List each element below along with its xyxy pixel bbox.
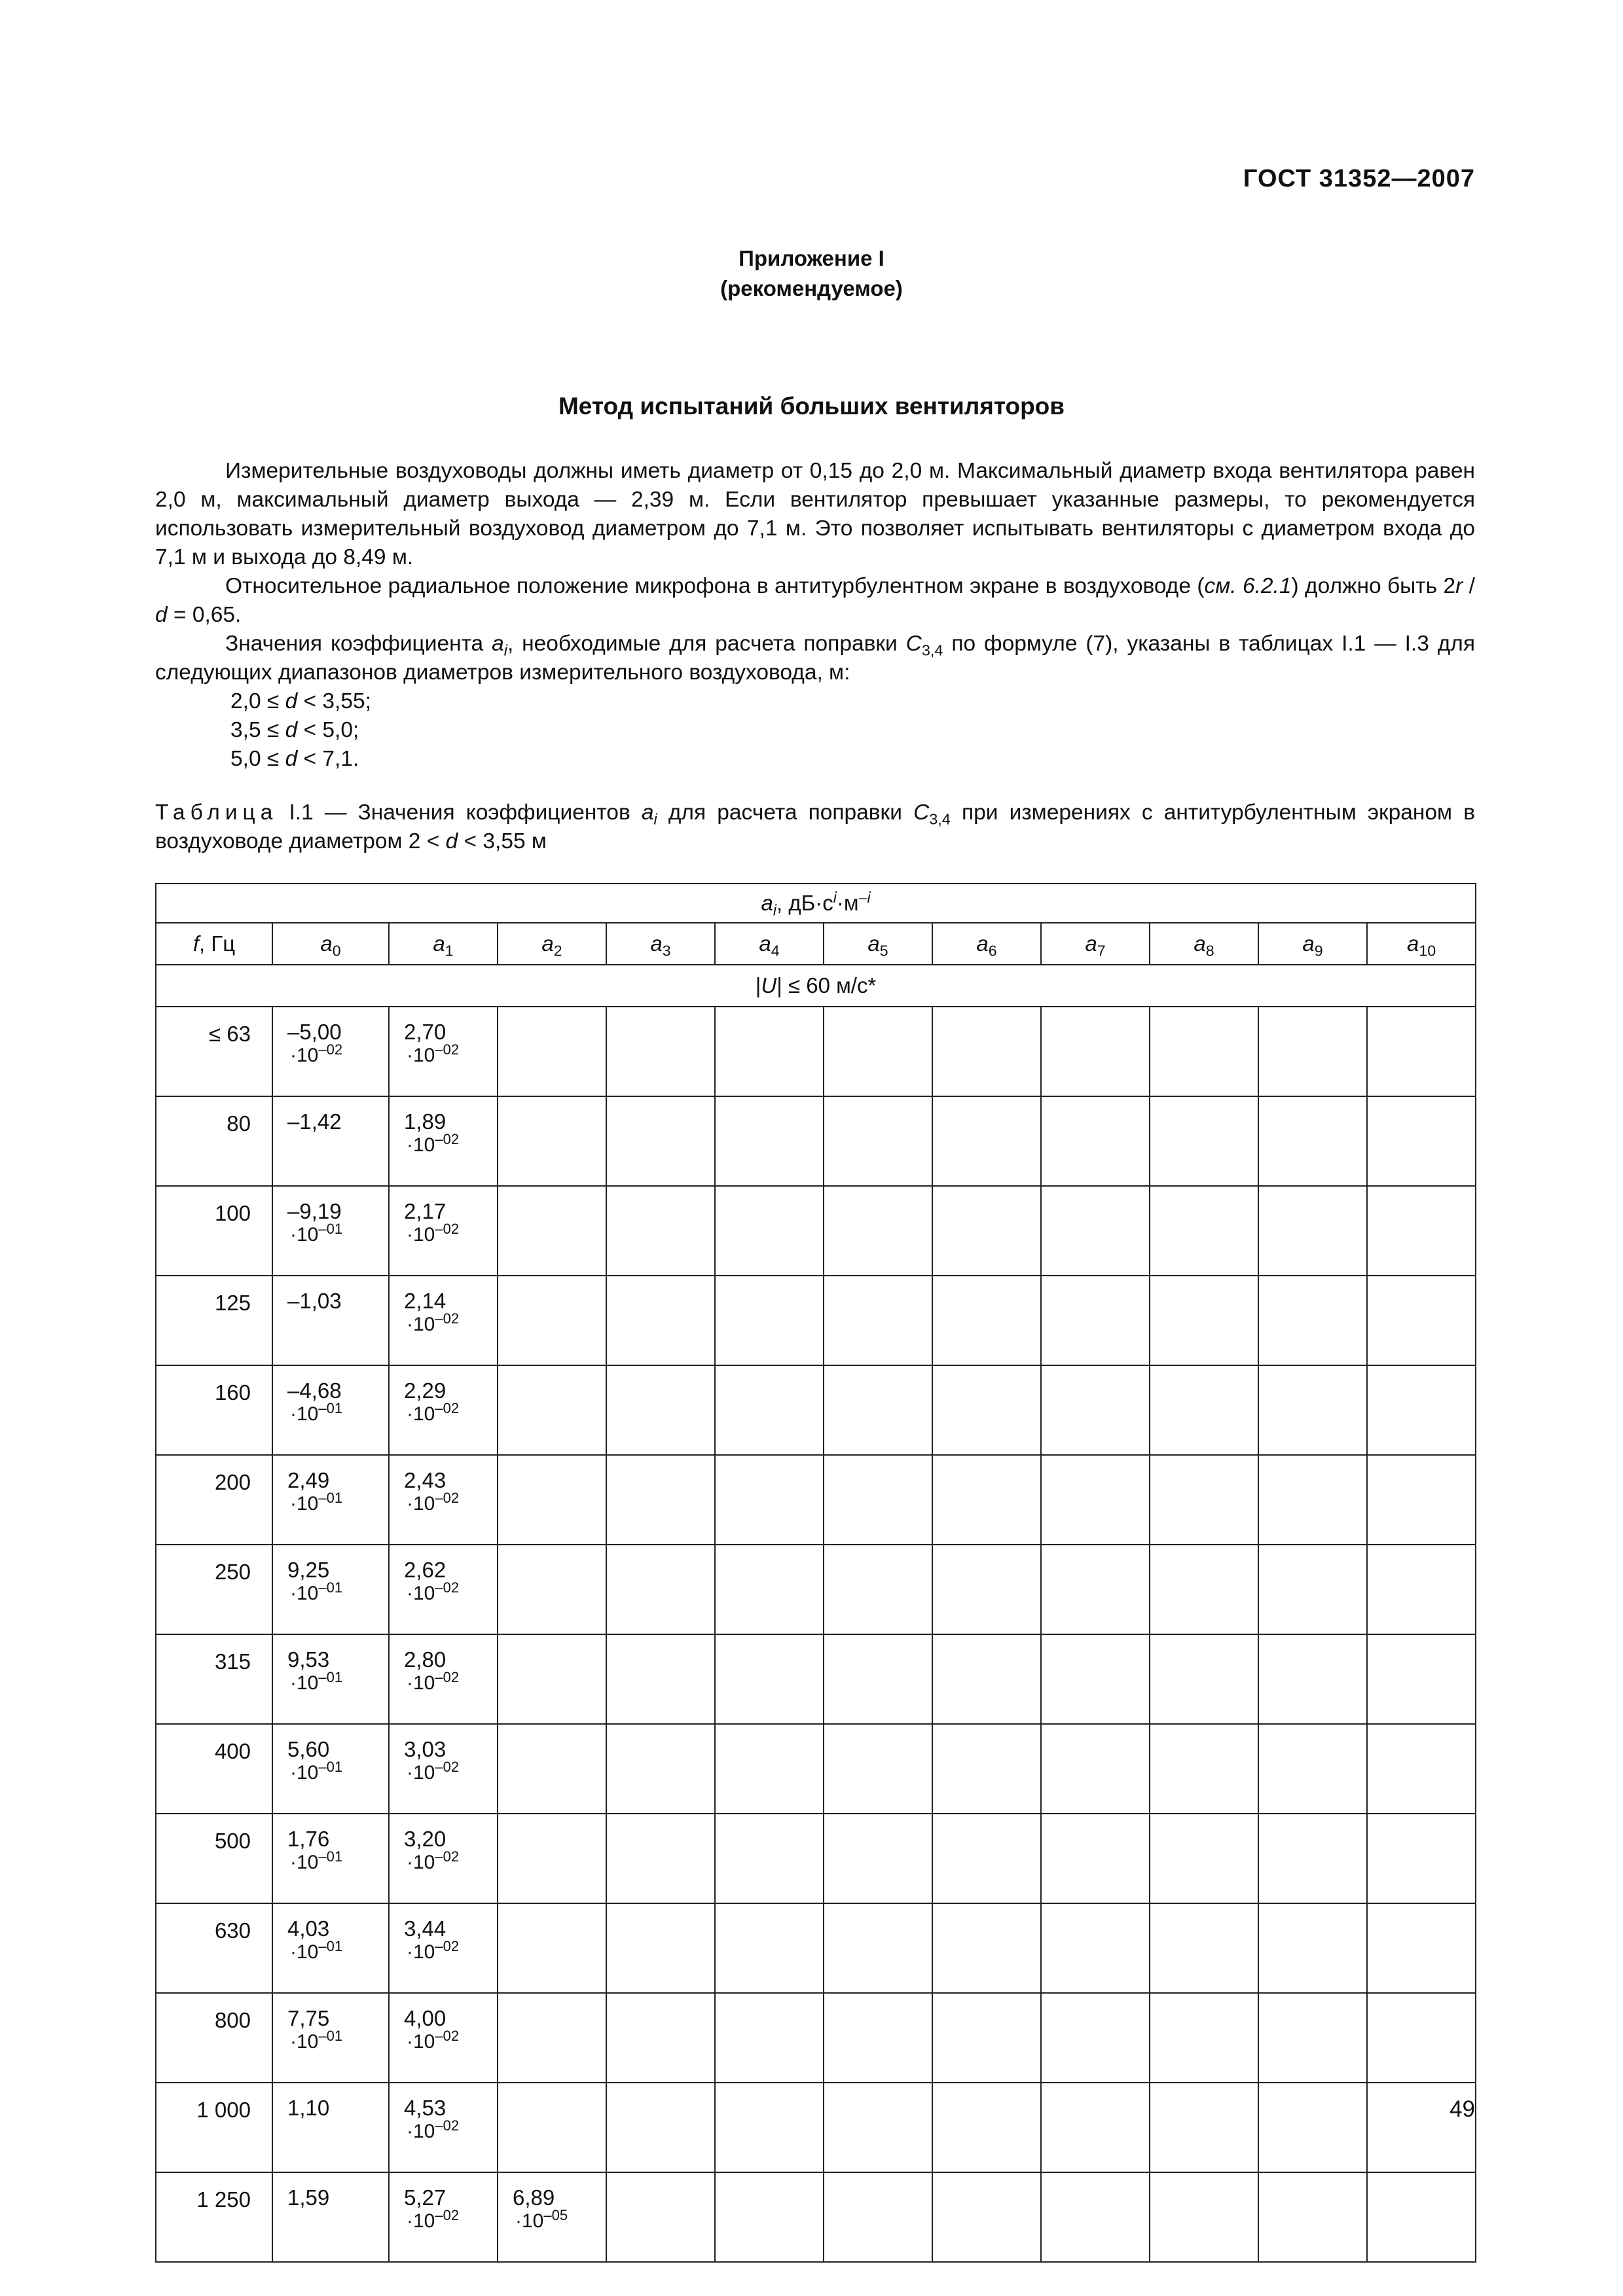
coef-cell-a6 (932, 2083, 1041, 2172)
coef-cell-a10 (1367, 1545, 1476, 1634)
coef-cell-a8 (1150, 1455, 1258, 1545)
coef-cell-a10 (1367, 1007, 1476, 1096)
coef-cell-a0: –4,68 $\cdot 10^{-01}$ (272, 1365, 389, 1455)
coef-cell-a7 (1041, 1724, 1150, 1814)
coef-cell-a4 (715, 2083, 824, 2172)
range-item: 3,5 ≤ d < 5,0; (230, 718, 359, 742)
coef-cell-a9 (1258, 1724, 1367, 1814)
appendix-label: Приложение I (739, 246, 884, 270)
coef-cell-a2 (498, 1007, 606, 1096)
coef-cell-a10 (1367, 1724, 1476, 1814)
coef-cell-a3 (606, 1096, 715, 1186)
coef-cell-a8 (1150, 1186, 1258, 1276)
frequency-cell: 800 (156, 1993, 272, 2083)
coef-cell-a9 (1258, 1634, 1367, 1724)
coef-cell-a3 (606, 1814, 715, 1903)
coef-cell-a7 (1041, 1545, 1150, 1634)
coef-cell-a10 (1367, 1634, 1476, 1724)
coef-header-a5: $a_5$ (824, 923, 932, 965)
coef-cell-a5 (824, 1276, 932, 1365)
coef-cell-a2 (498, 1276, 606, 1365)
table-row (156, 1634, 1476, 1724)
coef-cell-a2 (498, 1455, 606, 1545)
coef-cell-a10 (1367, 1186, 1476, 1276)
paragraph-2: Относительное радиальное положение микрофона в антитурбулентном экране в воздуховоде (см. 6.2.1) должно быть 2r / d = 0,65. (155, 574, 1475, 627)
coef-cell-a6 (932, 2172, 1041, 2262)
coef-cell-a9 (1258, 1903, 1367, 1993)
coef-cell-a0: 1,10 (272, 2083, 389, 2172)
coef-cell-a0: 2,49 $\cdot 10^{-01}$ (272, 1455, 389, 1545)
coef-cell-a9 (1258, 1007, 1367, 1096)
coef-cell-a8 (1150, 1545, 1258, 1634)
coef-cell-a9 (1258, 1545, 1367, 1634)
coef-cell-a7 (1041, 1455, 1150, 1545)
coef-cell-a9 (1258, 1276, 1367, 1365)
coef-cell-a5 (824, 1724, 932, 1814)
coef-header-a0: $a_0$ (272, 923, 389, 965)
coef-cell-a5 (824, 1634, 932, 1724)
coef-cell-a3 (606, 1903, 715, 1993)
coef-header-a2: $a_2$ (498, 923, 606, 965)
coef-cell-a10 (1367, 1814, 1476, 1903)
frequency-cell: 400 (156, 1724, 272, 1814)
table-row (156, 2172, 1476, 2262)
table-row (156, 1186, 1476, 1276)
coef-cell-a8 (1150, 1634, 1258, 1724)
coef-cell-a0: 9,25 $\cdot 10^{-01}$ (272, 1545, 389, 1634)
coef-cell-a6 (932, 1814, 1041, 1903)
table-row (156, 1814, 1476, 1903)
coef-cell-a10 (1367, 1903, 1476, 1993)
coef-cell-a1: 3,20 $\cdot 10^{-02}$ (389, 1814, 498, 1903)
coef-cell-a7 (1041, 1634, 1150, 1724)
coef-cell-a2 (498, 1814, 606, 1903)
coef-cell-a2 (498, 1186, 606, 1276)
coef-cell-a4 (715, 1993, 824, 2083)
coef-cell-a3 (606, 1545, 715, 1634)
coef-cell-a3 (606, 1455, 715, 1545)
coef-cell-a1: 2,17 $\cdot 10^{-02}$ (389, 1186, 498, 1276)
coef-cell-a2 (498, 1545, 606, 1634)
coef-cell-a7 (1041, 1276, 1150, 1365)
frequency-cell: 200 (156, 1455, 272, 1545)
coef-cell-a5 (824, 1365, 932, 1455)
coef-header-a6: $a_6$ (932, 923, 1041, 965)
coef-cell-a3 (606, 1634, 715, 1724)
unit-header: $a_i$, $дБ\cdot с^i\cdot м^{-i}$ (156, 884, 1476, 923)
coef-header-a10: $a_{10}$ (1367, 923, 1476, 965)
coef-cell-a8 (1150, 2083, 1258, 2172)
table-row (156, 1007, 1476, 1096)
coef-header-a9: $a_9$ (1258, 923, 1367, 965)
coef-cell-a7 (1041, 1993, 1150, 2083)
coef-cell-a10 (1367, 1365, 1476, 1455)
coef-cell-a0: –1,42 (272, 1096, 389, 1186)
coef-cell-a9 (1258, 1096, 1367, 1186)
coef-cell-a7 (1041, 1365, 1150, 1455)
coef-cell-a5 (824, 1814, 932, 1903)
coef-cell-a3 (606, 1724, 715, 1814)
paragraph-3: Значения коэффициента $a_i$, необходимые для расчета поправки $C_{3,4}$ по формуле (7), указаны в таблицах I.1 — I.3 для следующих диапазонов диаметров измерительного воздуховода, м: (155, 632, 1475, 685)
coef-cell-a2 (498, 2083, 606, 2172)
coef-cell-a10 (1367, 1993, 1476, 2083)
page-number: 49 (1450, 2096, 1475, 2122)
coef-cell-a9 (1258, 2172, 1367, 2262)
coef-cell-a8 (1150, 1814, 1258, 1903)
coef-cell-a7 (1041, 2172, 1150, 2262)
coef-cell-a5 (824, 1455, 932, 1545)
coef-cell-a4 (715, 1276, 824, 1365)
coef-cell-a4 (715, 1007, 824, 1096)
coef-cell-a1: 4,00 $\cdot 10^{-02}$ (389, 1993, 498, 2083)
coef-cell-a6 (932, 1634, 1041, 1724)
coef-cell-a6 (932, 1096, 1041, 1186)
coef-cell-a0: –1,03 (272, 1276, 389, 1365)
frequency-cell: 250 (156, 1545, 272, 1634)
frequency-cell: 80 (156, 1096, 272, 1186)
coef-cell-a9 (1258, 1993, 1367, 2083)
coef-cell-a1: 2,62 $\cdot 10^{-02}$ (389, 1545, 498, 1634)
coef-cell-a5 (824, 1545, 932, 1634)
coef-cell-a3 (606, 1365, 715, 1455)
coef-cell-a3 (606, 2172, 715, 2262)
coef-cell-a6 (932, 1365, 1041, 1455)
coef-cell-a6 (932, 1455, 1041, 1545)
table-row (156, 1993, 1476, 2083)
coef-cell-a3 (606, 1276, 715, 1365)
range-item: 5,0 ≤ d < 7,1. (230, 747, 359, 771)
coef-cell-a2 (498, 1903, 606, 1993)
coef-cell-a5 (824, 1993, 932, 2083)
frequency-cell: 1 250 (156, 2172, 272, 2262)
coef-cell-a8 (1150, 1276, 1258, 1365)
coef-cell-a4 (715, 2172, 824, 2262)
coef-cell-a0: 1,76 $\cdot 10^{-01}$ (272, 1814, 389, 1903)
coef-cell-a8 (1150, 1993, 1258, 2083)
table-row (156, 2083, 1476, 2172)
coef-cell-a7 (1041, 1903, 1150, 1993)
coef-cell-a1: 3,44 $\cdot 10^{-02}$ (389, 1903, 498, 1993)
frequency-cell: ≤ 63 (156, 1007, 272, 1096)
coef-cell-a4 (715, 1365, 824, 1455)
coef-cell-a1: 2,43 $\cdot 10^{-02}$ (389, 1455, 498, 1545)
coef-cell-a1: 2,29 $\cdot 10^{-02}$ (389, 1365, 498, 1455)
paragraph-1: Измерительные воздуховоды должны иметь диаметр от 0,15 до 2,0 м. Максимальный диаметр входа вентилятора равен 2,0 м, максимальный диаметр выхода — 2,39 м. Если вентилятор превышает указанные размеры, то рекомендуется использовать измерительный воздуховод диаметром до 7,1 м. Это позволяет испытывать вентиляторы с диаметром входа до 7,1 м и выхода до 8,49 м. (155, 459, 1475, 569)
coef-cell-a8 (1150, 1903, 1258, 1993)
coef-cell-a8 (1150, 1724, 1258, 1814)
coef-cell-a8 (1150, 1365, 1258, 1455)
table-row (156, 1455, 1476, 1545)
coef-cell-a4 (715, 1634, 824, 1724)
coef-cell-a4 (715, 1455, 824, 1545)
frequency-cell: 315 (156, 1634, 272, 1724)
coef-cell-a0: 9,53 $\cdot 10^{-01}$ (272, 1634, 389, 1724)
coef-header-a1: $a_1$ (389, 923, 498, 965)
coef-cell-a10 (1367, 2172, 1476, 2262)
coef-cell-a2 (498, 1096, 606, 1186)
coef-cell-a9 (1258, 1814, 1367, 1903)
coef-cell-a4 (715, 1096, 824, 1186)
coef-cell-a8 (1150, 1096, 1258, 1186)
table-row (156, 1096, 1476, 1186)
table-row (156, 1724, 1476, 1814)
coef-cell-a7 (1041, 1186, 1150, 1276)
coef-cell-a9 (1258, 1365, 1367, 1455)
coef-cell-a2 (498, 1365, 606, 1455)
coef-cell-a0: –9,19 $\cdot 10^{-01}$ (272, 1186, 389, 1276)
coef-cell-a6 (932, 1903, 1041, 1993)
coef-cell-a10 (1367, 1276, 1476, 1365)
coef-cell-a0: 1,59 (272, 2172, 389, 2262)
coef-cell-a1: 3,03 $\cdot 10^{-02}$ (389, 1724, 498, 1814)
coef-cell-a7 (1041, 1007, 1150, 1096)
coef-cell-a6 (932, 1993, 1041, 2083)
appendix-status: (рекомендуемое) (720, 276, 903, 300)
coef-cell-a5 (824, 1096, 932, 1186)
coef-cell-a9 (1258, 1186, 1367, 1276)
coef-cell-a7 (1041, 2083, 1150, 2172)
table-row (156, 1365, 1476, 1455)
table-row (156, 1545, 1476, 1634)
coef-cell-a6 (932, 1545, 1041, 1634)
section-title: Метод испытаний больших вентиляторов (558, 393, 1065, 420)
coef-cell-a1: 2,14 $\cdot 10^{-02}$ (389, 1276, 498, 1365)
coef-cell-a1: 2,80 $\cdot 10^{-02}$ (389, 1634, 498, 1724)
coef-cell-a4 (715, 1545, 824, 1634)
coef-cell-a10 (1367, 1096, 1476, 1186)
frequency-cell: 630 (156, 1903, 272, 1993)
coef-cell-a0: –5,00 $\cdot 10^{-02}$ (272, 1007, 389, 1096)
frequency-cell: 500 (156, 1814, 272, 1903)
coef-cell-a7 (1041, 1814, 1150, 1903)
coef-cell-a9 (1258, 1455, 1367, 1545)
frequency-cell: 1 000 (156, 2083, 272, 2172)
coef-cell-a3 (606, 1007, 715, 1096)
coef-cell-a1: 2,70 $\cdot 10^{-02}$ (389, 1007, 498, 1096)
coef-header-a7: $a_7$ (1041, 923, 1150, 965)
coef-cell-a5 (824, 1903, 932, 1993)
coef-cell-a8 (1150, 1007, 1258, 1096)
frequency-cell: 125 (156, 1276, 272, 1365)
coef-cell-a4 (715, 1186, 824, 1276)
coef-cell-a8 (1150, 2172, 1258, 2262)
frequency-cell: 160 (156, 1365, 272, 1455)
coef-cell-a3 (606, 1993, 715, 2083)
coef-cell-a5 (824, 2172, 932, 2262)
coef-cell-a10 (1367, 1455, 1476, 1545)
coef-cell-a6 (932, 1276, 1041, 1365)
speed-condition: |U| ≤ 60 м/с* (156, 965, 1476, 1007)
coef-cell-a2 (498, 1634, 606, 1724)
range-item: 2,0 ≤ d < 3,55; (230, 689, 371, 713)
coef-cell-a3 (606, 2083, 715, 2172)
frequency-cell: 100 (156, 1186, 272, 1276)
frequency-header: f, Гц (156, 923, 272, 965)
table-row (156, 1903, 1476, 1993)
document-code: ГОСТ 31352—2007 (1243, 165, 1475, 192)
coefficients-table (155, 883, 1476, 2263)
coef-cell-a2 (498, 1993, 606, 2083)
coef-header-a8: $a_8$ (1150, 923, 1258, 965)
coef-header-a3: $a_3$ (606, 923, 715, 965)
coef-cell-a4 (715, 1903, 824, 1993)
body-text (155, 457, 1475, 774)
coef-cell-a0: 4,03 $\cdot 10^{-01}$ (272, 1903, 389, 1993)
coef-cell-a6 (932, 1724, 1041, 1814)
coef-cell-a4 (715, 1724, 824, 1814)
coef-cell-a1: 5,27 $\cdot 10^{-02}$ (389, 2172, 498, 2262)
coef-cell-a5 (824, 1007, 932, 1096)
coef-cell-a9 (1258, 2083, 1367, 2172)
coef-cell-a1: 4,53 $\cdot 10^{-02}$ (389, 2083, 498, 2172)
coef-cell-a4 (715, 1814, 824, 1903)
coef-cell-a2 (498, 1724, 606, 1814)
coef-cell-a2: 6,89 $\cdot 10^{-05}$ (498, 2172, 606, 2262)
coef-cell-a7 (1041, 1096, 1150, 1186)
coef-cell-a5 (824, 2083, 932, 2172)
table-caption: Таблица I.1 — Значения коэффициентов $a_i$ для расчета поправки $C_{3,4}$ при измерениях с антитурбулентным экраном в воздуховоде диаметром 2 < d < 3,55 м (155, 800, 1475, 853)
coef-header-a4: $a_4$ (715, 923, 824, 965)
coef-cell-a6 (932, 1186, 1041, 1276)
coef-cell-a0: 5,60 $\cdot 10^{-01}$ (272, 1724, 389, 1814)
coef-cell-a0: 7,75 $\cdot 10^{-01}$ (272, 1993, 389, 2083)
coef-cell-a1: 1,89 $\cdot 10^{-02}$ (389, 1096, 498, 1186)
table-row (156, 1276, 1476, 1365)
coef-cell-a6 (932, 1007, 1041, 1096)
coef-cell-a5 (824, 1186, 932, 1276)
coef-cell-a3 (606, 1186, 715, 1276)
